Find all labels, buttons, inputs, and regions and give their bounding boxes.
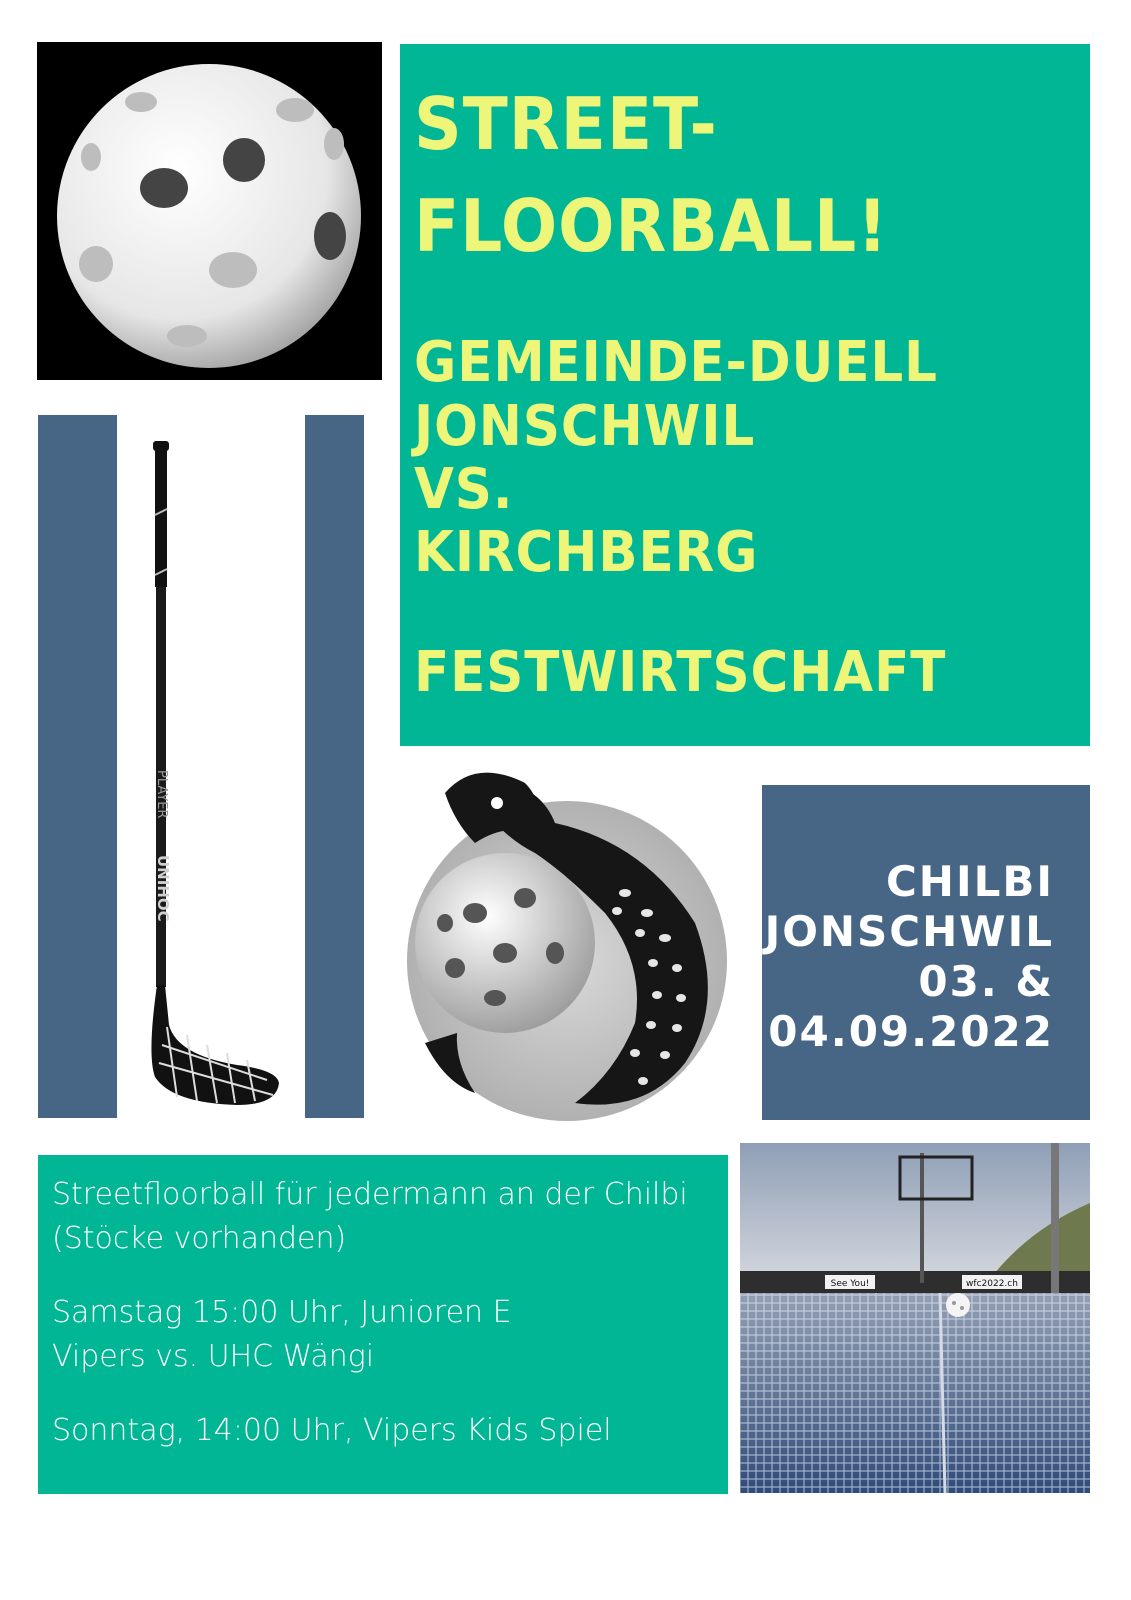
event-chilbi: CHILBI <box>885 857 1054 906</box>
snake-logo-icon <box>385 763 737 1123</box>
floorball-ball-icon <box>37 42 382 380</box>
title-floorball: FLOORBALL! <box>414 184 889 268</box>
court-photo <box>740 1143 1090 1493</box>
info-line-1: Streetfloorball für jedermann an der Chilbi <box>52 1177 688 1212</box>
title-vs: VS. <box>414 457 514 522</box>
stick-brand-text: UNIHOC <box>154 855 172 922</box>
event-date-day1: 03. & <box>918 957 1054 1006</box>
court-scene-icon <box>740 1143 1090 1493</box>
info-box <box>38 1155 728 1494</box>
floorball-stick-photo <box>117 415 305 1118</box>
info-line-3: Samstag 15:00 Uhr, Junioren E <box>52 1295 512 1330</box>
title-box <box>400 44 1090 746</box>
title-jonschwil: JONSCHWIL <box>414 394 756 459</box>
court-banner-right: wfc2022.ch <box>966 1279 1018 1289</box>
title-gemeinde-duell: GEMEINDE-DUELL <box>414 330 938 395</box>
info-line-5: Sonntag, 14:00 Uhr, Vipers Kids Spiel <box>52 1413 612 1448</box>
event-jonschwil: JONSCHWIL <box>764 907 1054 956</box>
vipers-logo <box>385 763 737 1123</box>
info-line-4: Vipers vs. UHC Wängi <box>52 1339 375 1374</box>
floorball-stick-icon <box>117 415 305 1118</box>
floorball-photo <box>37 42 382 380</box>
info-line-2: (Stöcke vorhanden) <box>52 1221 347 1256</box>
title-street: STREET- <box>414 82 718 166</box>
event-date-box <box>762 785 1090 1120</box>
decor-bar-right <box>305 415 364 1118</box>
court-banner-left: See You! <box>830 1279 870 1289</box>
decor-bar-left <box>38 415 117 1118</box>
title-festwirtschaft: FESTWIRTSCHAFT <box>414 640 947 705</box>
title-kirchberg: KIRCHBERG <box>414 520 759 585</box>
stick-model-text: PLAYER <box>154 770 169 819</box>
event-date-day2: 04.09.2022 <box>768 1007 1054 1056</box>
